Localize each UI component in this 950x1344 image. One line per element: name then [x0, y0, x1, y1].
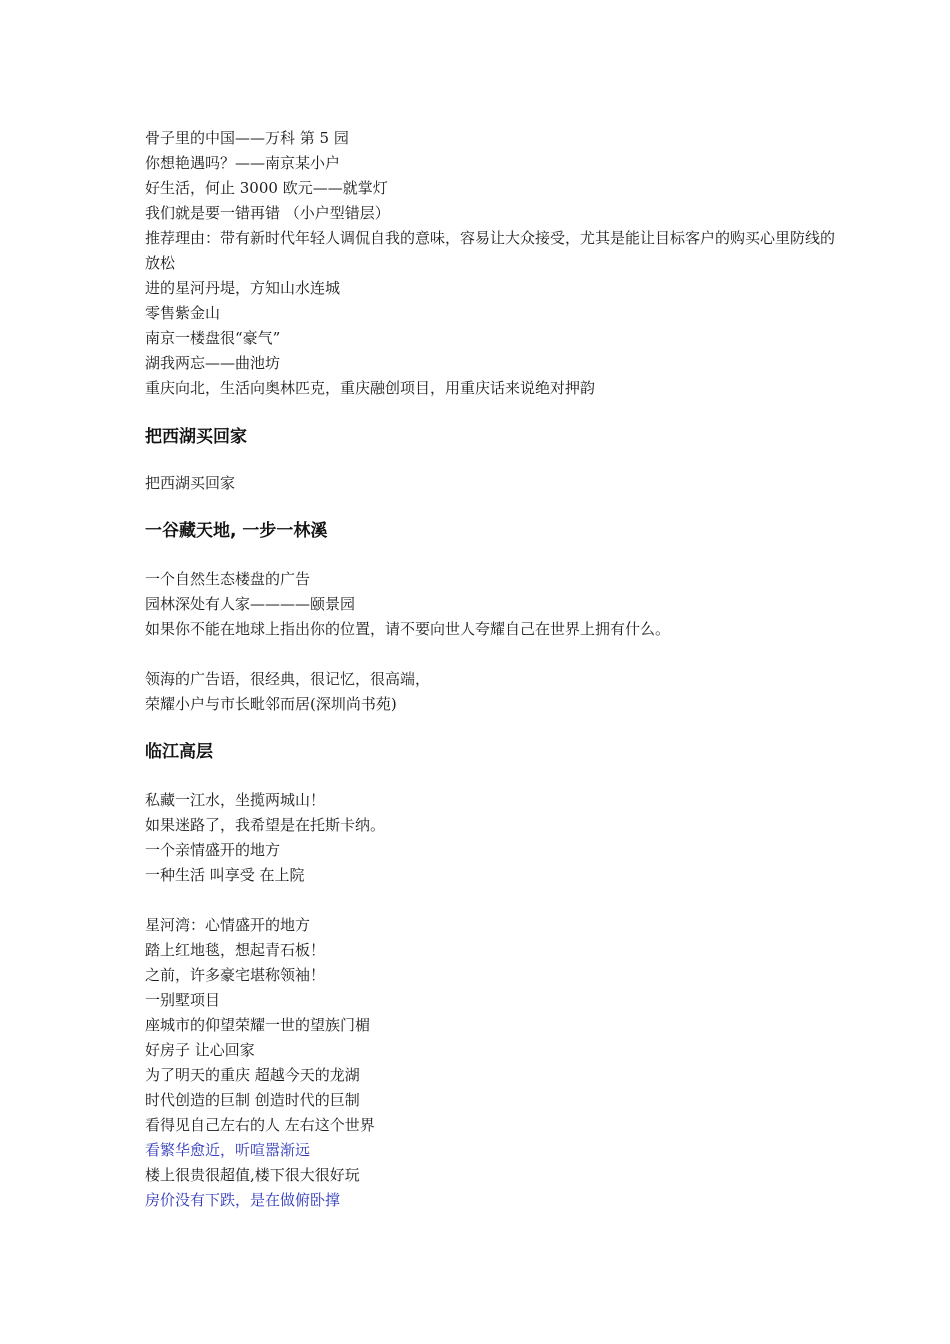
text-line: 推荐理由：带有新时代年轻人调侃自我的意味，容易让大众接受，尤其是能让目标客户的购买心里防线的放松: [145, 229, 836, 272]
blank-line: [145, 642, 845, 667]
text-line: 星河湾：心情盛开的地方: [145, 916, 311, 934]
text-line: 楼上很贵很超值,楼下很大很好玩: [145, 1166, 360, 1184]
text-line: 一个自然生态楼盘的广告: [145, 570, 311, 588]
text-line: 如果迷路了，我希望是在托斯卡纳。: [145, 816, 386, 834]
text-line: 踏上红地毯，想起青石板！: [145, 941, 326, 959]
spacer: [145, 543, 845, 567]
highlighted-line: 看繁华愈近，听喧嚣渐远: [145, 1141, 311, 1159]
highlighted-line: 房价没有下跌，是在做俯卧撑: [145, 1191, 341, 1209]
section-heading: 把西湖买回家: [145, 427, 247, 447]
spacer: [145, 401, 845, 425]
section-heading: 一谷藏天地, 一步一林溪: [145, 521, 328, 541]
text-line: 好生活，何止 3000 欧元——就掌灯: [145, 179, 388, 197]
spacer: [145, 496, 845, 519]
text-line: 如果你不能在地球上指出你的位置，请不要向世人夸耀自己在世界上拥有什么。: [145, 620, 671, 638]
text-line: 一种生活 叫享受 在上院: [145, 866, 305, 884]
document-page: [145, 126, 845, 1213]
spacer: [145, 764, 845, 788]
text-line: 我们就是要一错再错 （小户型错层）: [145, 204, 390, 222]
section-heading: 临江高层: [145, 742, 213, 762]
text-line: 好房子 让心回家: [145, 1041, 255, 1059]
text-line: 湖我两忘——曲池坊: [145, 354, 281, 372]
text-line: 一个亲情盛开的地方: [145, 841, 281, 859]
text-line: 南京一楼盘很“豪气”: [145, 329, 281, 347]
text-line: 一别墅项目: [145, 991, 221, 1009]
text-line: 看得见自己左右的人 左右这个世界: [145, 1116, 375, 1134]
blank-line: [145, 888, 845, 913]
text-line: 之前，许多豪宅堪称领袖！: [145, 966, 326, 984]
text-line: 园林深处有人家————颐景园: [145, 595, 356, 613]
text-line: 座城市的仰望荣耀一世的望族门楣: [145, 1016, 371, 1034]
text-line: 时代创造的巨制 创造时代的巨制: [145, 1091, 360, 1109]
text-line: 你想艳遇吗？——南京某小户: [145, 154, 341, 172]
text-line: 重庆向北，生活向奥林匹克，重庆融创项目，用重庆话来说绝对押韵: [145, 379, 596, 397]
text-line: 领海的广告语，很经典，很记忆，很高端，: [145, 670, 431, 688]
text-line: 荣耀小户与市长毗邻而居(深圳尚书苑): [145, 695, 397, 713]
text-line: 骨子里的中国——万科 第 5 园: [145, 129, 349, 147]
text-line: 把西湖买回家: [145, 474, 236, 492]
text-line: 零售紫金山: [145, 304, 221, 322]
spacer: [145, 717, 845, 740]
text-line: 私藏一江水，坐揽两城山！: [145, 791, 326, 809]
text-line: 为了明天的重庆 超越今天的龙湖: [145, 1066, 360, 1084]
text-line: 进的星河丹堤，方知山水连城: [145, 279, 341, 297]
spacer: [145, 449, 845, 471]
